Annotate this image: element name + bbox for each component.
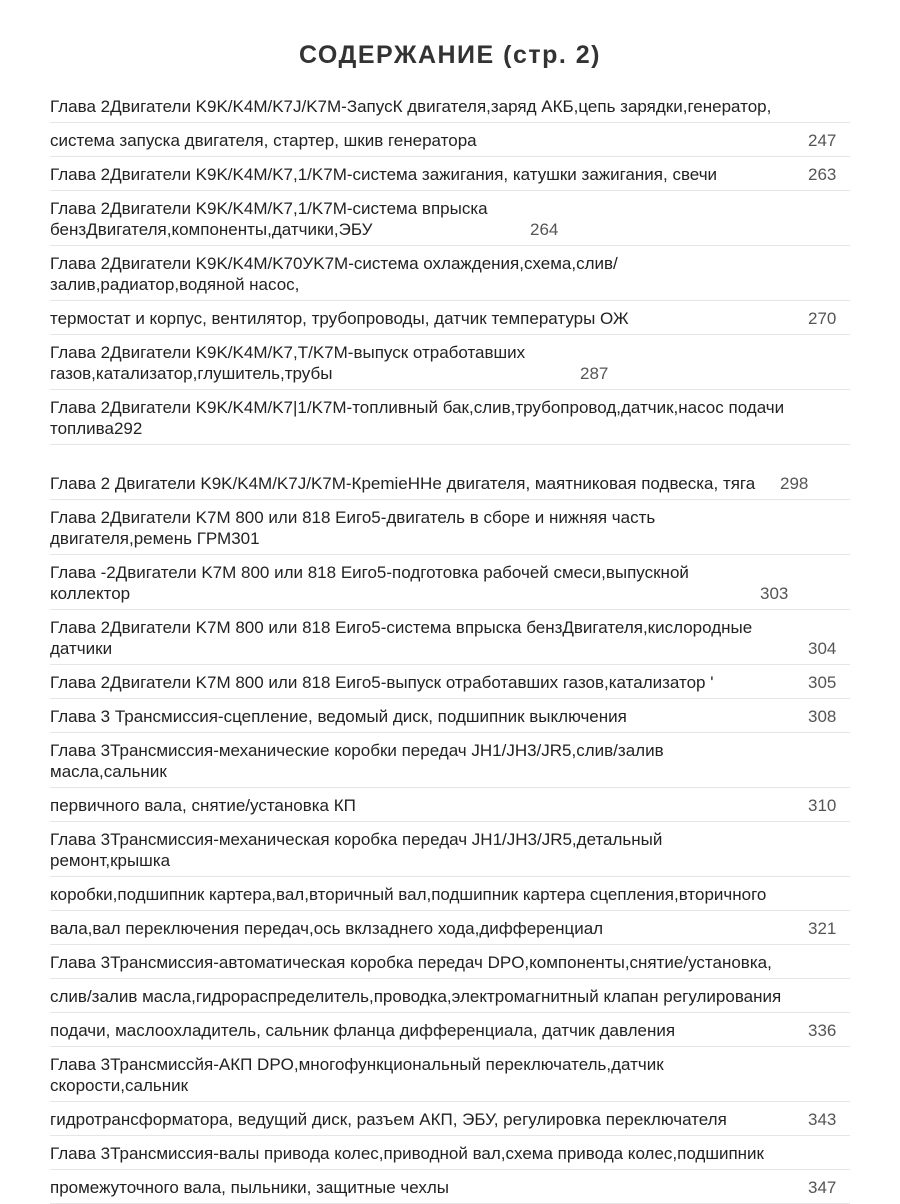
toc-entry [50,945,850,979]
toc-entry-text: Глава 2Двигатели K9K/K4M/K7,T/K7M-выпуск отработавших газов,катализатор,глушитель,трубы [50,343,526,383]
toc-entry-text: Глава 2Двигатели K9K/K4M/K7|1/K7M-топливный бак,слив,трубопровод,датчик,насос подачи топлива292 [50,398,785,438]
toc-entry-text: Глава 2Двигатели K9K/K4M/K70УK7M-система охлаждения,схема,слив/залив,радиатор,водяной насос, [50,254,618,294]
toc-entry [50,123,850,157]
toc-entry-text: Глава 3Трансмиссия-механические коробки передач JH1/JH3/JR5,слив/залив масла,сальник [50,741,664,781]
toc-entry-text: Глава 2Двигатели K9K/K4M/K7,1/K7M-система зажигания, катушки зажигания, свечи [50,165,718,184]
toc-entry-page: 321 [808,919,837,938]
toc-entry [50,699,850,733]
toc-entry [50,445,850,500]
toc-entry [50,301,850,335]
toc-entry-page: 304 [808,639,837,658]
page-title: СОДЕРЖАНИЕ (стр. 2) [298,41,602,69]
toc-entry [50,555,850,610]
toc-entry-text: подачи, маслоохладитель, сальник фланца дифференциала, датчик давления [50,1021,676,1040]
toc-entry-text: Глава 2Двигатели K9K/K4M/K7,1/K7M-система впрыска бензДвигателя,компоненты,датчики,ЭБУ [50,199,488,239]
toc-entry-page: 270 [808,309,837,328]
toc-entry [50,733,850,788]
toc-entry [50,822,850,877]
toc-entry-page: 247 [808,131,837,150]
toc-entry-text: Глава 3Трансмиссия-механическая коробка передач JH1/JH3/JR5,детальный ремонт,крышка [50,830,663,870]
toc-entry-page: 263 [808,165,837,184]
toc-entry [50,335,850,390]
toc-entry-page: 343 [808,1110,837,1129]
toc-entry-text: система запуска двигателя, стартер, шкив генератора [50,131,477,150]
toc-entry [50,1170,850,1204]
toc-entry-text: Глава 2Двигатели K7M 800 или 818 Еиго5-выпуск отработавших газов,катализатор ' [50,673,714,692]
toc-entry-page: 310 [808,796,837,815]
toc-entry [50,246,850,301]
toc-entry-text: первичного вала, снятие/установка КП [50,796,356,815]
toc-entry [50,877,850,911]
toc-entry-page: 336 [808,1021,837,1040]
toc-entry-page: 298 [780,474,809,493]
toc-entry [50,390,850,445]
toc-entry-text: термостат и корпус, вентилятор, трубопроводы, датчик температуры ОЖ [50,309,629,328]
toc-entry [50,191,850,246]
toc-entry-text: Глава 3Трансмиссйя-АКП DPO,многофункциональный переключатель,датчик скорости,сальник [50,1055,664,1095]
toc-entry-page: 264 [530,220,559,239]
toc-entry-text: промежуточного вала, пыльники, защитные чехлы [50,1178,449,1197]
toc-entry-page: 305 [808,673,837,692]
toc-entry [50,665,850,699]
toc-entry-text: вала,вал переключения передач,ось вклзаднего хода,дифференциал [50,919,604,938]
toc-entry [50,500,850,555]
toc-entry [50,89,850,123]
toc-entry-text: Глава -2Двигатели K7M 800 или 818 Еиго5-подготовка рабочей смеси,выпускной коллектор [50,563,689,603]
toc-entry-text: Глава 2 Двигатели K9K/K4M/K7J/K7M-КpemieHHe двигателя, маятниковая подвеска, тяга [50,474,756,493]
toc-entry-page: 347 [808,1178,837,1197]
toc-entry-page: 303 [760,584,789,603]
toc-entry-text: Глава 3Трансмиссия-автоматическая коробка передач DPO,компоненты,снятие/установка, [50,953,772,972]
toc-entry [50,1047,850,1102]
toc-entry [50,979,850,1013]
toc-entry-page: 308 [808,707,837,726]
toc-entry [50,157,850,191]
toc-entry-text: гидротрансформатора, ведущий диск, разъем АКП, ЭБУ, регулировка переключателя [50,1110,727,1129]
toc-entry [50,610,850,665]
toc-list [50,89,850,1204]
toc-entry [50,911,850,945]
toc-entry-text: Глава 2Двигатели K9K/K4M/K7J/K7M-ЗапусК двигателя,заряд АКБ,цепь зарядки,генератор, [50,97,772,116]
toc-entry-text: Глава 2Двигатели K7M 800 или 818 Еиго5-двигатель в сборе и нижняя часть двигателя,ремень ГРМ301 [50,508,656,548]
toc-entry-page: 287 [580,364,609,383]
toc-entry-text: Глава 3 Трансмиссия-сцепление, ведомый диск, подшипник выключения [50,707,627,726]
toc-entry [50,1136,850,1170]
toc-entry [50,1102,850,1136]
toc-entry [50,1013,850,1047]
toc-entry [50,788,850,822]
toc-entry-text: Глава 2Двигатели K7M 800 или 818 Еиго5-система впрыска бензДвигателя,кислородные датчики [50,618,753,658]
toc-entry-text: коробки,подшипник картера,вал,вторичный вал,подшипник картера сцепления,вторичного [50,885,767,904]
toc-entry-text: Глава 3Трансмиссия-валы привода колес,приводной вал,схема привода колес,подшипник [50,1144,764,1163]
toc-entry-text: слив/залив масла,гидрораспределитель,проводка,электромагнитный клапан регулирования [50,987,782,1006]
